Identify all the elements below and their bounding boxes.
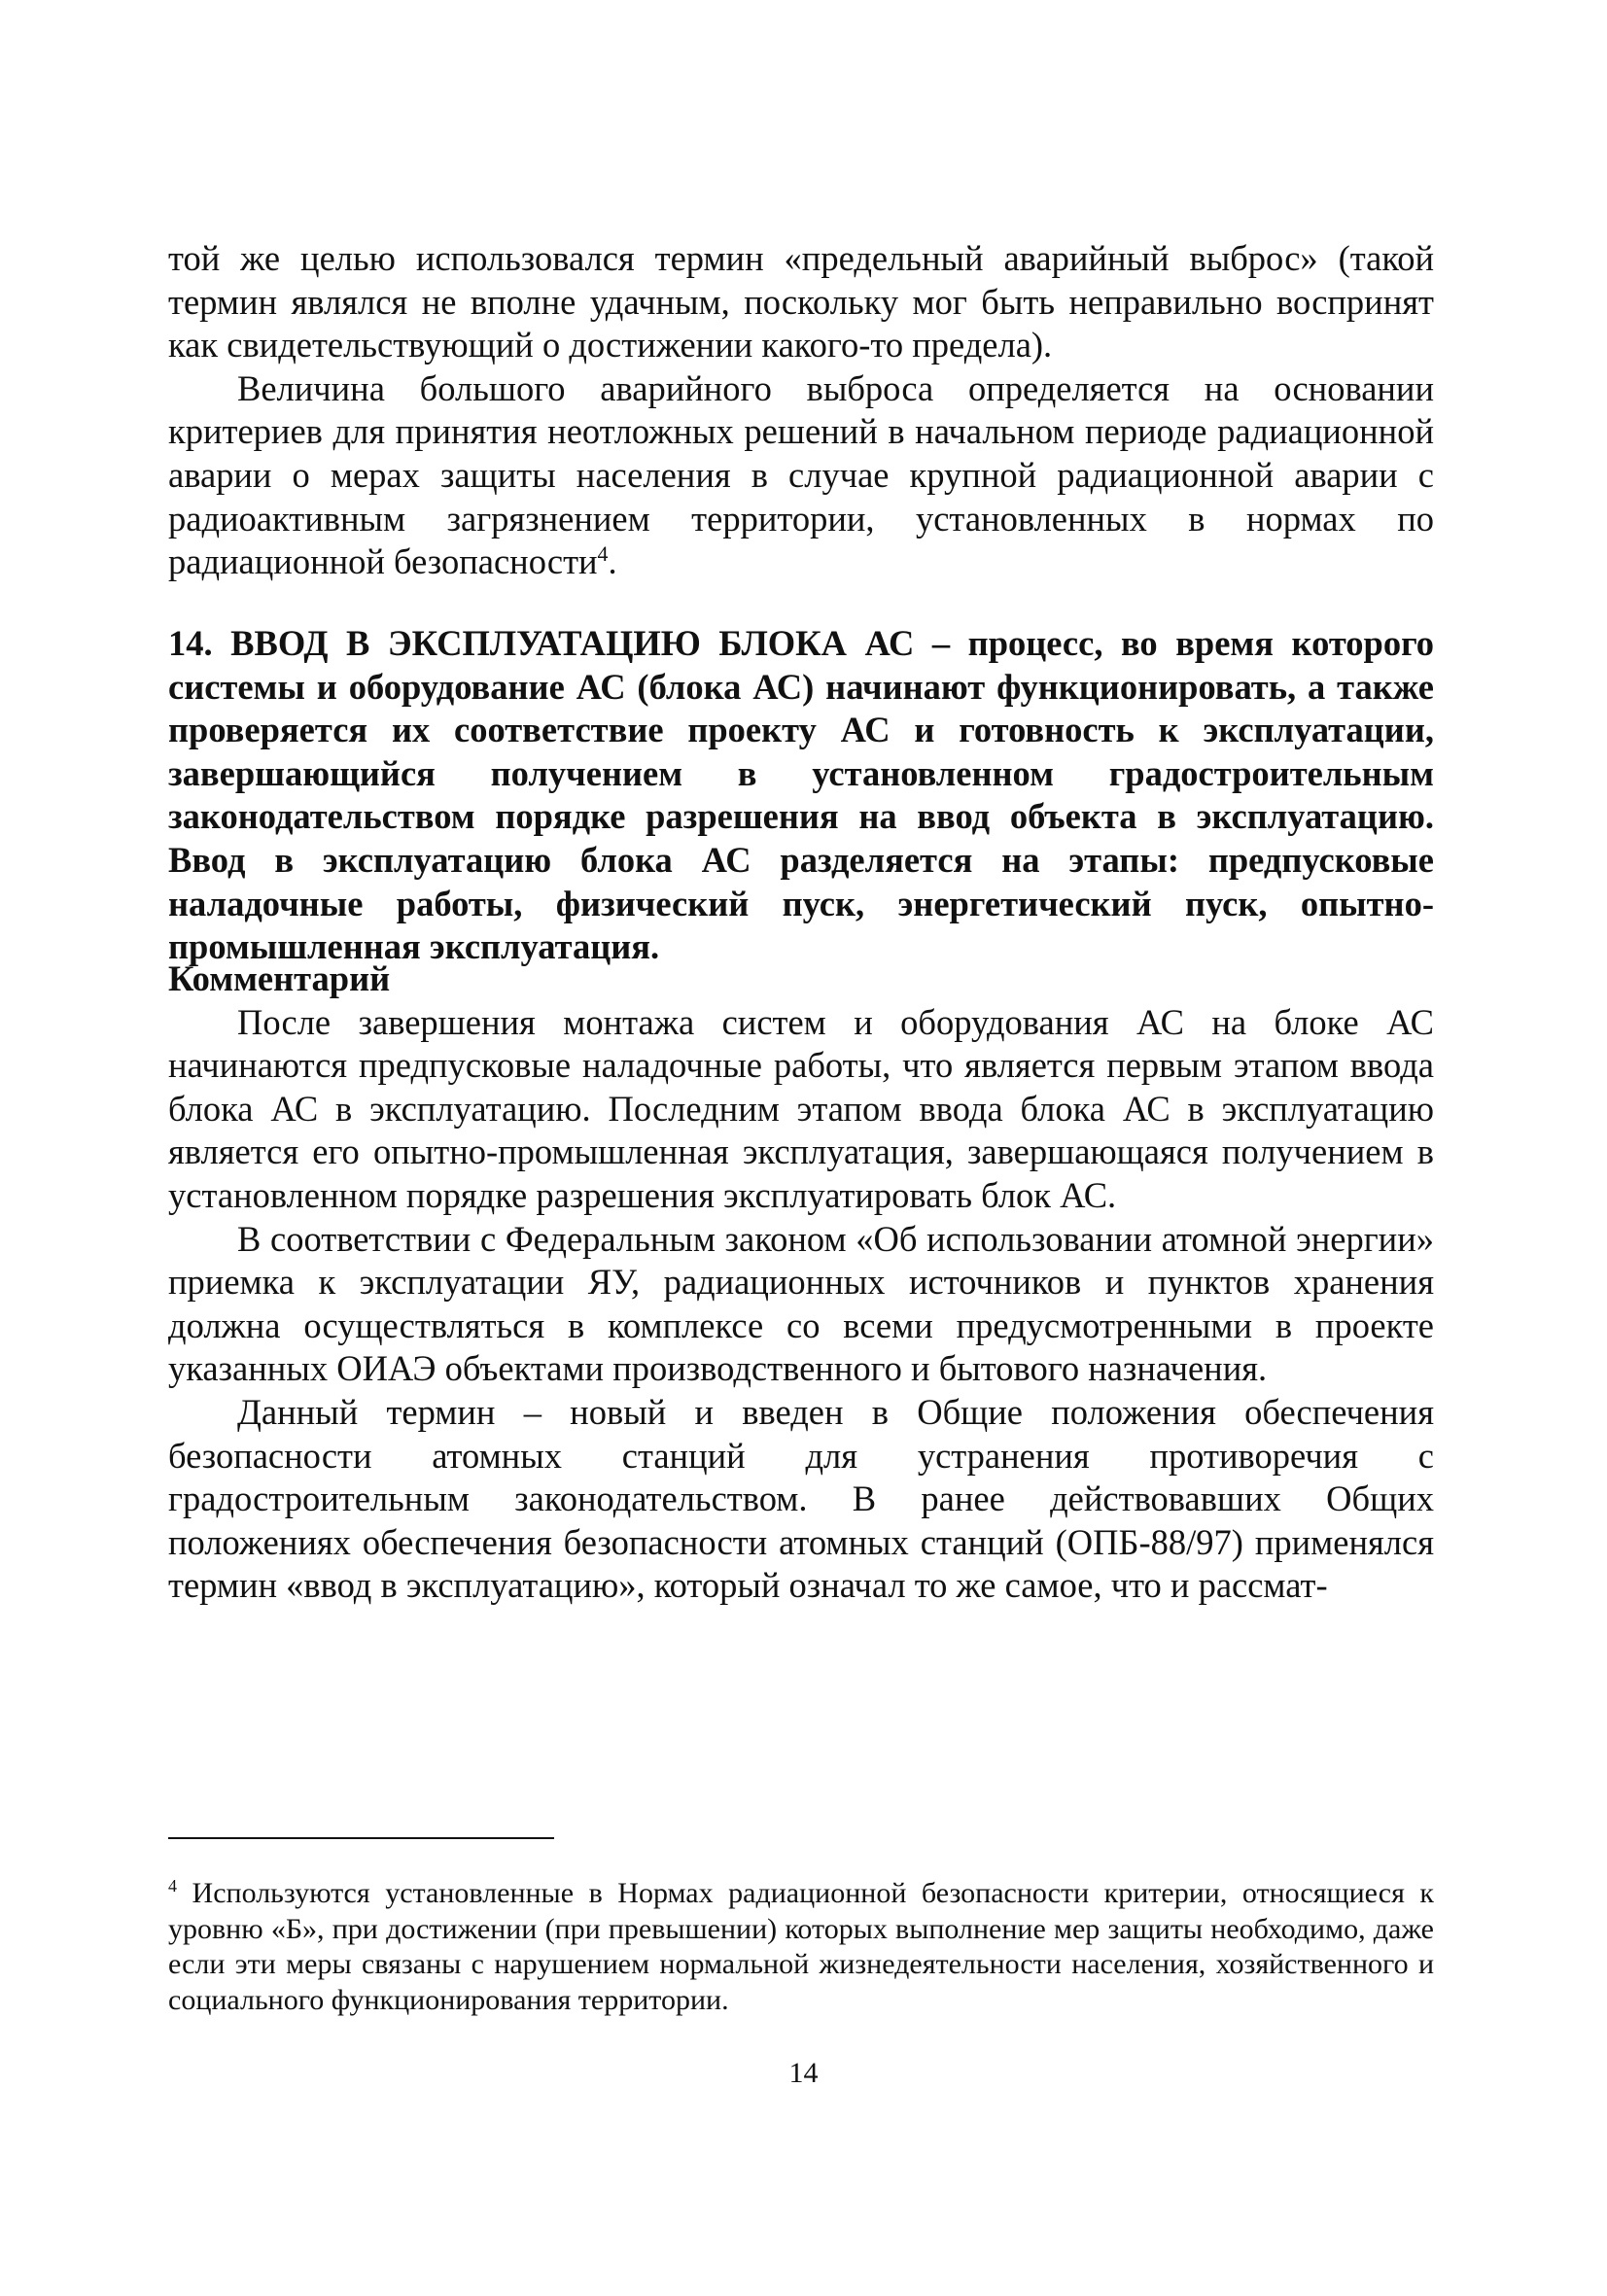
term-heading: 14. ВВОД В ЭКСПЛУАТАЦИЮ БЛОКА АС – процесс, во время которого системы и оборудование АС (блока АС) начинают функционировать, а также проверяется их соответствие проекту АС и готовность к эксплуатации, завершающийся получением в установленном градостроительным законодательством порядке разрешения на ввод объекта в эксплуатацию. Ввод в эксплуатацию блока АС разделяется на этапы: предпусковые наладочные работы, физический пуск, энергетический пуск, опытно-промышленная эксплуатация. — [168, 623, 1434, 967]
term-definition-block — [168, 622, 1434, 969]
paragraph-end-punct: . — [608, 541, 617, 582]
footnote-paragraph — [168, 1876, 1434, 2018]
paragraph-continuation: той же целью использовался термин «предельный аварийный выброс» (такой термин являлся не вполне удачным, поскольку мог быть неправильно воспринят как свидетельствующий о достижении какого-то предела). — [168, 238, 1434, 365]
comment-paragraph-3: Данный термин – новый и введен в Общие положения обеспечения безопасности атомных станций для устранения противоречия с градостроительным законодательством. В ранее действовавших Общих положениях обеспечения безопасности атомных станций (ОПБ-88/97) применялся термин «ввод в эксплуатацию», который означал то же самое, что и рассмат- — [168, 1391, 1434, 1606]
footnote-marker: 4 — [168, 1876, 177, 1896]
footnote-separator — [168, 1837, 554, 1839]
comment-block — [168, 957, 1434, 1608]
paragraph-large-release-text: Величина большого аварийного выброса определяется на основании критериев для принятия неотложных решений в начальном периоде радиационной аварии о мерах защиты населения в случае крупной радиационной аварии с радиоактивным загрязнением территории, установленных в нормах по радиационной безопасности — [168, 367, 1434, 582]
page-number: 14 — [788, 2057, 819, 2089]
comment-paragraph-2: В соответствии с Федеральным законом «Об использовании атомной энергии» приемка к эксплуатации ЯУ, радиационных источников и пунктов хранения должна осуществляться в комплексе со всеми предусмотренными в проекте указанных ОИАЭ объектами производственного и бытового назначения. — [168, 1218, 1434, 1389]
footnote-reference[interactable]: 4 — [597, 541, 609, 566]
intro-text-block — [168, 237, 1434, 584]
footnote-text: Используются установленные в Нормах радиационной безопасности критерии, относящиеся к уровню «Б», при достижении (при превышении) которых выполнение мер защиты необходимо, даже если эти меры связаны с нарушением нормальной жизнедеятельности населения, хозяйственного и социального функционирования территории. — [168, 1877, 1434, 2016]
comment-title: Комментарий — [168, 958, 391, 998]
footnote — [168, 1876, 1434, 2018]
comment-paragraph-1: После завершения монтажа систем и оборудования АС на блоке АС начинаются предпусковые наладочные работы, что является первым этапом ввода блока АС в эксплуатацию. Последним этапом ввода блока АС в эксплуатацию является его опытно-промышленная эксплуатация, завершающаяся получением в установленном порядке разрешения эксплуатировать блок АС. — [168, 1001, 1434, 1215]
paragraph-large-release — [168, 367, 1434, 584]
